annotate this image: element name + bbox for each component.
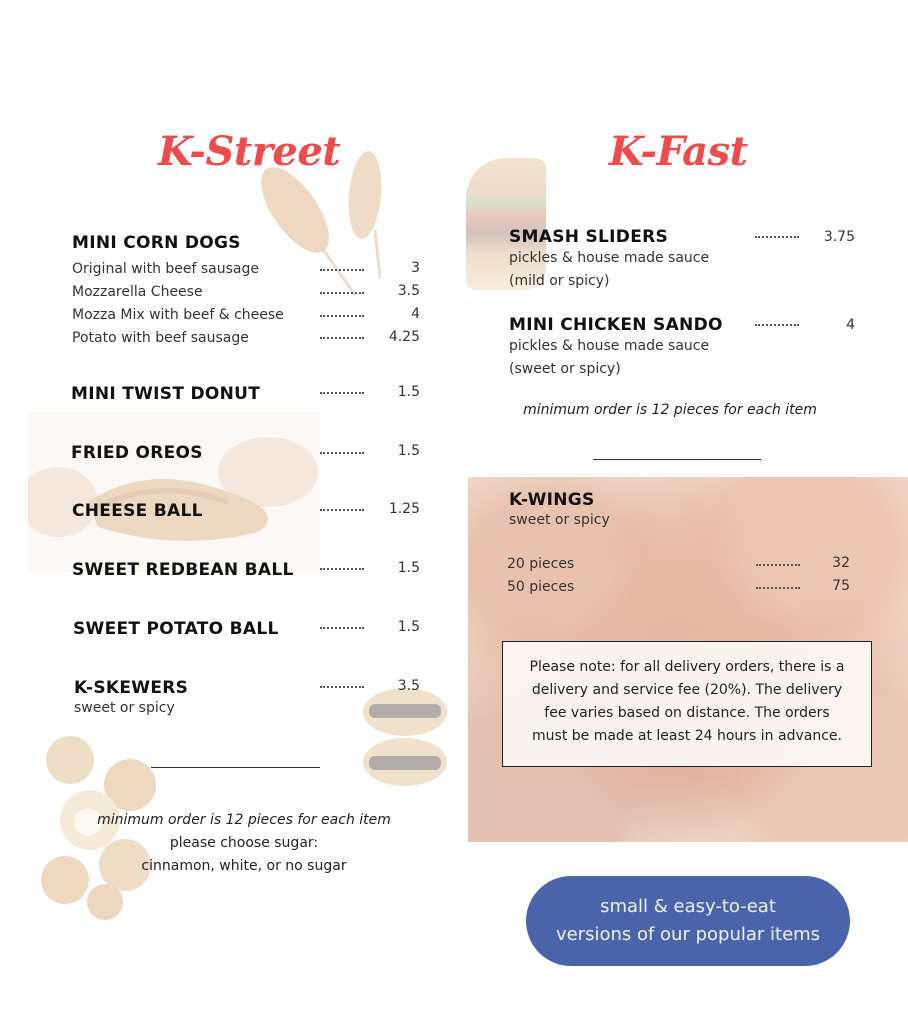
leader-dots <box>320 452 364 454</box>
k-fast-minimum-note: minimum order is 12 pieces for each item <box>523 402 817 418</box>
notice-line: delivery and service fee (20%). The delivery <box>531 682 843 698</box>
skewers-name: K-SKEWERS <box>74 678 189 698</box>
menu-item-name: CHEESE BALL <box>72 501 203 521</box>
sliders-name: SMASH SLIDERS <box>509 227 669 247</box>
delivery-notice <box>502 641 872 767</box>
leader-dots <box>755 324 799 326</box>
wings-option-price: 75 <box>832 578 850 594</box>
menu-item-price: 1.5 <box>397 560 420 576</box>
sugar-note-line1: please choose sugar: <box>169 835 319 851</box>
menu-item-name: SWEET REDBEAN BALL <box>72 560 294 580</box>
menu-item-price: 1.5 <box>397 619 420 635</box>
promo-banner <box>526 876 850 966</box>
notice-line: Please note: for all delivery orders, there is a <box>529 659 845 675</box>
corn-dog-item-price: 3.5 <box>397 283 420 299</box>
leader-dots <box>320 337 364 339</box>
leader-dots <box>320 315 364 317</box>
skewers-price: 3.5 <box>397 678 420 694</box>
skewers-sub: sweet or spicy <box>74 700 175 716</box>
menu-item-price: 1.5 <box>397 384 420 400</box>
corn-dog-item-label: Mozza Mix with beef & cheese <box>72 307 284 323</box>
divider <box>593 459 761 460</box>
menu-item-price: 1.25 <box>388 501 420 517</box>
corn-dog-item-label: Original with beef sausage <box>72 261 259 277</box>
leader-dots <box>320 292 364 294</box>
wings-option-price: 32 <box>832 555 850 571</box>
sando-name: MINI CHICKEN SANDO <box>509 315 723 335</box>
menu-item-name: SWEET POTATO BALL <box>73 619 279 639</box>
oreo-photo <box>355 682 455 792</box>
notice-line: must be made at least 24 hours in advance. <box>532 728 842 744</box>
leader-dots <box>320 686 364 688</box>
corn-dog-item-price: 3 <box>411 260 420 276</box>
k-street-title: K-Street <box>158 128 341 175</box>
k-street-minimum-note: minimum order is 12 pieces for each item <box>97 812 391 828</box>
wings-option-label: 50 pieces <box>507 579 575 595</box>
corn-dog-item-label: Potato with beef sausage <box>72 330 249 346</box>
sando-price: 4 <box>846 317 855 333</box>
sliders-sub1: pickles & house made sauce <box>509 250 710 266</box>
leader-dots <box>756 587 800 589</box>
leader-dots <box>320 392 364 394</box>
k-fast-title: K-Fast <box>609 128 748 175</box>
corn-dog-item-price: 4 <box>411 306 420 322</box>
corn-dog-item-label: Mozzarella Cheese <box>72 284 203 300</box>
leader-dots <box>320 627 364 629</box>
corn-dogs-heading: MINI CORN DOGS <box>72 233 241 253</box>
wings-sub: sweet or spicy <box>509 512 610 528</box>
divider <box>151 767 320 768</box>
banner-line2: versions of our popular items <box>555 924 821 945</box>
sliders-price: 3.75 <box>823 229 855 245</box>
wings-option-label: 20 pieces <box>507 556 575 572</box>
leader-dots <box>756 564 800 566</box>
sliders-sub2: (mild or spicy) <box>509 273 610 289</box>
notice-line: fee varies based on distance. The orders <box>544 705 830 721</box>
sugar-note-line2: cinnamon, white, or no sugar <box>141 858 347 874</box>
leader-dots <box>320 269 364 271</box>
sando-sub1: pickles & house made sauce <box>509 338 710 354</box>
wings-name: K-WINGS <box>509 490 595 510</box>
corn-dog-item-price: 4.25 <box>388 329 420 345</box>
sando-sub2: (sweet or spicy) <box>509 361 621 377</box>
leader-dots <box>320 509 364 511</box>
leader-dots <box>755 236 799 238</box>
menu-item-name: MINI TWIST DONUT <box>71 384 261 404</box>
banner-line1: small & easy-to-eat <box>600 896 776 917</box>
leader-dots <box>320 568 364 570</box>
menu-item-name: FRIED OREOS <box>71 443 203 463</box>
menu-item-price: 1.5 <box>397 443 420 459</box>
donut-photo <box>28 412 320 572</box>
